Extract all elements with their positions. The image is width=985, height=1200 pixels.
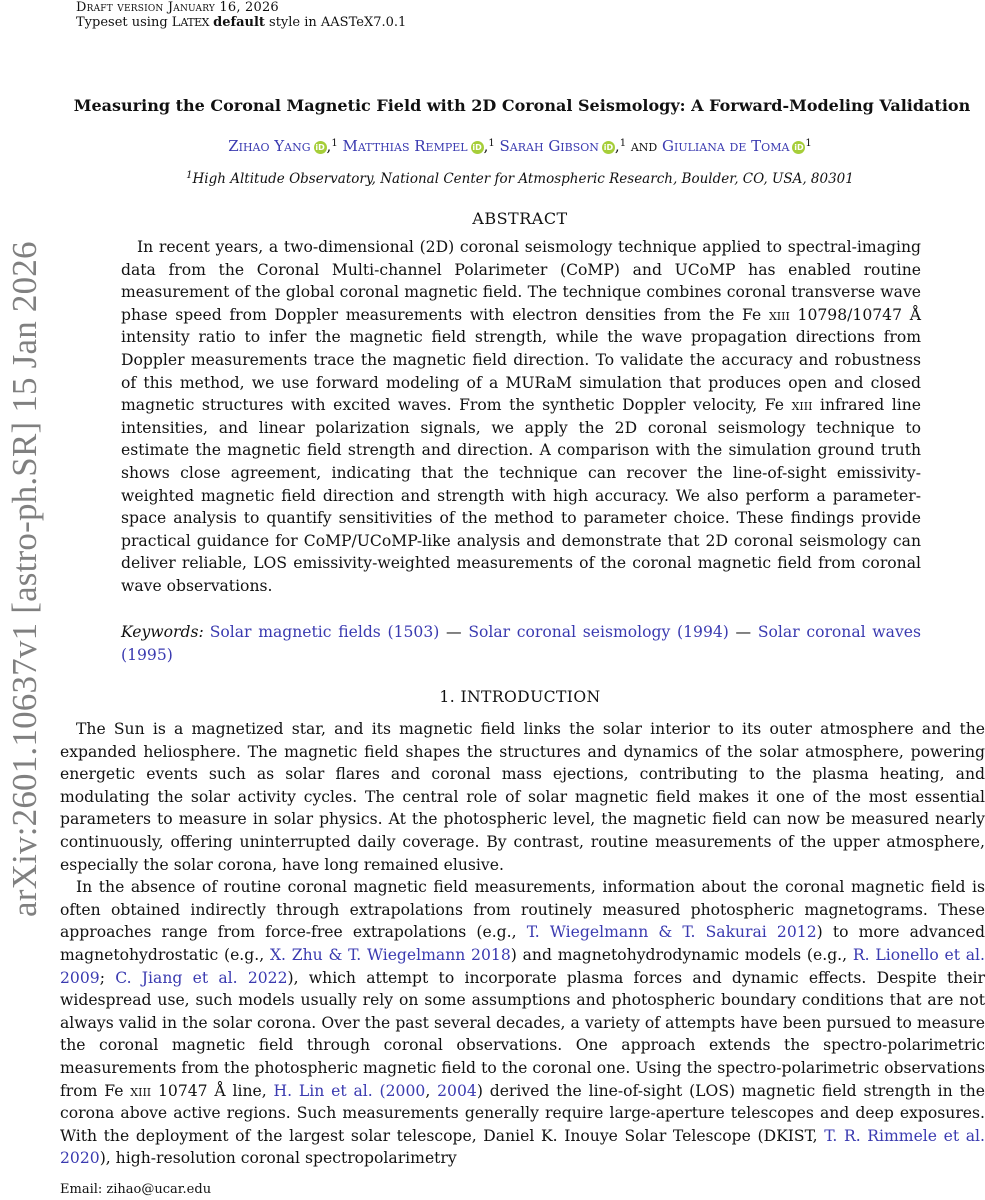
- ion-label: xiii: [791, 396, 813, 415]
- arxiv-identifier-stamp: arXiv:2601.10637v1 [astro-ph.SR] 15 Jan 2026: [5, 241, 44, 917]
- author-name-link[interactable]: Zihao Yang: [228, 137, 311, 155]
- abstract-body: In recent years, a two-dimensional (2D) coronal seismology technique applied to spectral-imaging data from the Coronal Multi-channel Polarimeter (CoMP) and UCoMP has enabled routine measurement of the global coronal magnetic field. The technique combines coronal transverse wave phase speed from Doppler measurements with electron densities from the Fe xiii 10798/10747 Å intensity ratio to infer the magnetic field strength, while the wave propagation directions from Doppler measurements trace the magnetic field direction. To validate the accuracy and robustness of this method, we use forward modeling of a MURaM simulation that produces open and closed magnetic structures with excited waves. From the synthetic Doppler velocity, Fe xiii infrared line intensities, and linear polarization signals, we apply the 2D coronal seismology technique to estimate the magnetic field strength and direction. A comparison with the simulation ground truth shows close agreement, indicating that the technique can recover the line-of-sight emissivity-weighted magnetic field direction and strength with high accuracy. We also perform a parameter-space analysis to quantify sensitivities of the method to parameter choice. These findings provide practical guidance for CoMP/UCoMP-like analysis and demonstrate that 2D coronal seismology can deliver reliable, LOS emissivity-weighted measurements of the coronal magnetic field from coronal wave observations.: [121, 238, 921, 595]
- citation-link[interactable]: R. Lionello et al. 2009: [60, 945, 985, 987]
- keyword-link[interactable]: Solar coronal seismology (1994): [468, 623, 729, 641]
- abstract-heading: ABSTRACT: [472, 209, 568, 228]
- draft-version-line: Draft version January 16, 2026: [76, 0, 279, 15]
- ion-label: xiii: [768, 305, 790, 324]
- author-name-link[interactable]: Matthias Rempel: [342, 137, 468, 155]
- author-list: Zihao Yang iD ,$^1$ Matthias Rempel iD ,$^1$ Sarah Gibson iD ,$^1$ and Giuliana de Toma iD $^1$: [228, 137, 812, 155]
- author-name-link[interactable]: Giuliana de Toma: [662, 137, 790, 155]
- orcid-icon[interactable]: iD: [472, 143, 482, 152]
- citation-link[interactable]: T. Wiegelmann & T. Sakurai 2012: [526, 923, 817, 942]
- citation-link[interactable]: 2004: [437, 1081, 477, 1100]
- typeset-line: Typeset using LATEX default style in AASTeX7.0.1: [76, 15, 407, 30]
- draft-header: [76, 0, 406, 30]
- citation-link[interactable]: X. Zhu & T. Wiegelmann 2018: [269, 945, 511, 964]
- paper-title: Measuring the Coronal Magnetic Field with 2D Coronal Seismology: A Forward-Modeling Validation: [73, 96, 971, 115]
- citation-link[interactable]: C. Jiang et al. 2022: [115, 968, 288, 987]
- intro-paragraph-1: The Sun is a magnetized star, and its magnetic field links the solar interior to its outer atmosphere and the expanded heliosphere. The magnetic field shapes the structures and dynamics of the solar atmosphere, powering energetic events such as solar flares and coronal mass ejections, contributing to the plasma heating, and modulating the solar activity cycles. The central role of solar magnetic field makes it one of the most essential parameters to measure in solar physics. At the photospheric level, the magnetic field can now be measured nearly continuously, offering uninterrupted daily coverage. By contrast, routine measurements of the upper atmosphere, especially the solar corona, have long remained elusive.: [60, 720, 985, 874]
- authors-and: and: [630, 137, 658, 155]
- intro-paragraph-2: In the absence of routine coronal magnetic field measurements, information about the coronal magnetic field is often obtained indirectly through extrapolations from routinely measured photospheric magnetograms. These approaches range from force-free extrapolations (e.g., T. Wiegelmann & T. Sakurai 2012) to more advanced magnetohydrostatic (e.g., X. Zhu & T. Wiegelmann 2018) and magnetohydrodynamic models (e.g., R. Lionello et al. 2009; C. Jiang et al. 2022), which attempt to incorporate plasma forces and dynamic effects. Despite their widespread use, such models usually rely on some assumptions and photospheric boundary conditions that are not always valid in the solar corona. Over the past several decades, a variety of attempts have been pursued to measure the coronal magnetic field through coronal observations. One approach extends the spectro-polarimetric measurements from the photospheric magnetic field to the coronal one. Using the spectro-polarimetric observations from Fe xiii 10747 Å line, H. Lin et al. (2000, 2004) derived the line-of-sight (LOS) magnetic field strength in the corona above active regions. Such measurements generally require large-aperture telescopes and deep exposures. With the deployment of the largest solar telescope, Daniel K. Inouye Solar Telescope (DKIST, T. R. Rimmele et al. 2020), high-resolution coronal spectropolarimetry: [60, 878, 985, 1168]
- keyword-link[interactable]: Solar magnetic fields (1503): [209, 623, 440, 641]
- affiliation: $^1$High Altitude Observatory, National Center for Atmospheric Research, Boulder, CO, USA, 80301: [186, 170, 854, 187]
- ion-label: xiii: [130, 1081, 152, 1100]
- orcid-icon[interactable]: iD: [794, 143, 804, 152]
- author-name-link[interactable]: Sarah Gibson: [499, 137, 599, 155]
- latex-logo: ATEX: [180, 16, 209, 29]
- citation-link[interactable]: T. R. Rimmele et al. 2020: [60, 1126, 985, 1168]
- keywords-block: Keywords: Solar magnetic fields (1503) — Solar coronal seismology (1994) — Solar coronal waves (1995): [121, 623, 921, 664]
- orcid-icon[interactable]: iD: [315, 143, 325, 152]
- keywords-label: Keywords:: [121, 623, 204, 641]
- keyword-link[interactable]: Solar coronal waves (1995): [121, 623, 921, 664]
- email-footnote: Email: zihao@ucar.edu: [60, 1182, 212, 1197]
- orcid-icon[interactable]: iD: [603, 143, 614, 152]
- citation-link[interactable]: H. Lin et al. (2000: [273, 1081, 426, 1100]
- introduction-body: [60, 718, 985, 1170]
- section-heading-introduction: 1. INTRODUCTION: [439, 688, 601, 706]
